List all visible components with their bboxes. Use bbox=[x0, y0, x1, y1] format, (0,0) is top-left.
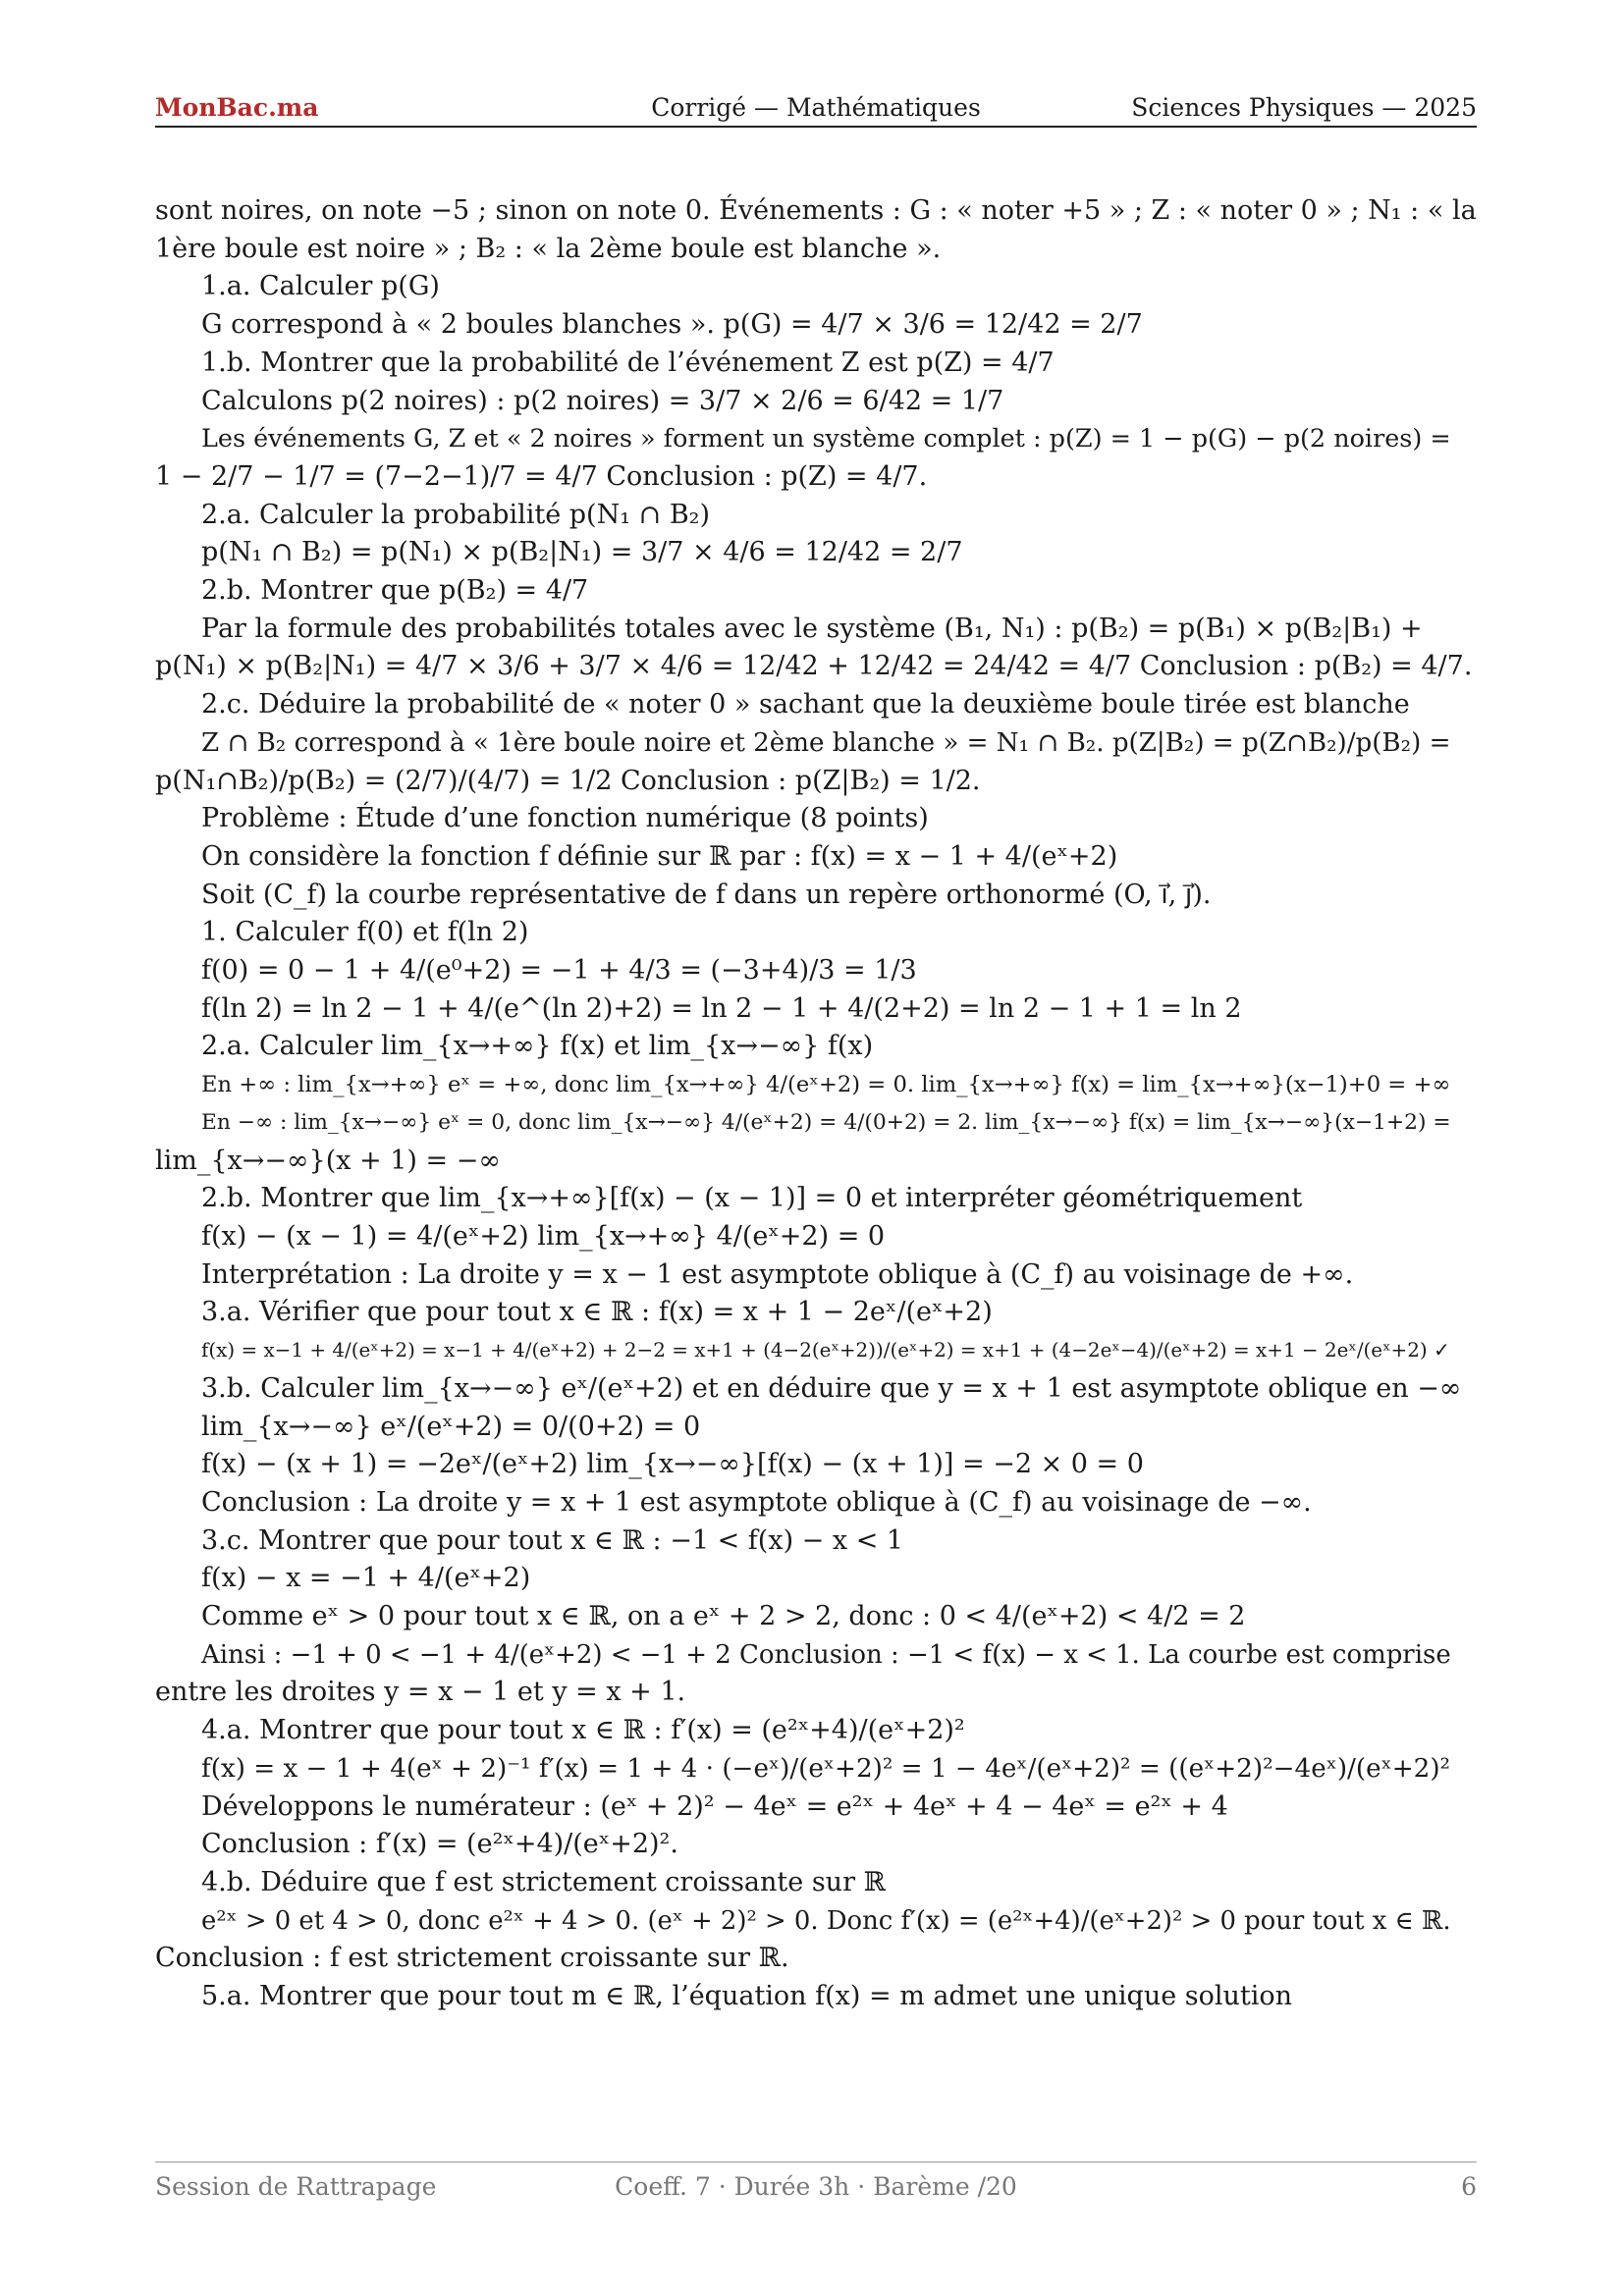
text-line: 3.b. Calculer lim_{x→−∞} eˣ/(eˣ+2) et en déduire que y = x + 1 est asymptote oblique en −∞ bbox=[201, 1372, 1462, 1404]
text-line: Z ∩ B₂ correspond à « 1ère boule noire et 2ème blanche » = N₁ ∩ B₂. p(Z|B₂) = p(Z∩B₂)/p(B₂) = bbox=[201, 727, 1451, 758]
text-line: f(ln 2) = ln 2 − 1 + 4/(e^(ln 2)+2) = ln 2 − 1 + 4/(2+2) = ln 2 − 1 + 1 = ln 2 bbox=[201, 992, 1242, 1024]
text-line: Conclusion : f′(x) = (e²ˣ+4)/(eˣ+2)². bbox=[201, 1829, 678, 1860]
text-line: 2.b. Montrer que p(B₂) = 4/7 bbox=[201, 575, 589, 607]
text-line: f(x) − x = −1 + 4/(eˣ+2) bbox=[201, 1563, 531, 1594]
text-line: Développons le numérateur : (eˣ + 2)² − 4eˣ = e²ˣ + 4eˣ + 4 − 4eˣ = e²ˣ + 4 bbox=[201, 1790, 1228, 1822]
footer-session: Session de Rattrapage bbox=[155, 2172, 437, 2201]
document-body bbox=[155, 192, 1477, 2016]
text-line: e²ˣ > 0 et 4 > 0, donc e²ˣ + 4 > 0. (eˣ + 2)² > 0. Donc f′(x) = (e²ˣ+4)/(eˣ+2)² > 0 pour tout x ∈ ℝ. bbox=[201, 1905, 1451, 1936]
text-line: Les événements G, Z et « 2 noires » forment un système complet : p(Z) = 1 − p(G) − p(2 noires) = bbox=[201, 424, 1451, 454]
text-line: 2.a. Calculer la probabilité p(N₁ ∩ B₂) bbox=[201, 499, 711, 530]
text-line: f(x) − (x − 1) = 4/(eˣ+2) lim_{x→+∞} 4/(eˣ+2) = 0 bbox=[201, 1220, 886, 1252]
text-line: f(x) = x − 1 + 4(eˣ + 2)⁻¹ f′(x) = 1 + 4 · (−eˣ)/(eˣ+2)² = 1 − 4eˣ/(eˣ+2)² = ((eˣ+2)²−4eˣ)/(eˣ+2)² bbox=[201, 1753, 1451, 1784]
text-line: En +∞ : lim_{x→+∞} eˣ = +∞, donc lim_{x→+∞} 4/(eˣ+2) = 0. lim_{x→+∞} f(x) = lim_{x→+∞}(x−1)+0 = +∞ bbox=[201, 1072, 1451, 1098]
text-line: Par la formule des probabilités totales avec le système (B₁, N₁) : p(B₂) = p(B₁) × p(B₂|B₁) + bbox=[201, 613, 1423, 644]
text-line: On considère la fonction f définie sur ℝ par : f(x) = x − 1 + 4/(eˣ+2) bbox=[201, 840, 1118, 872]
text-line: 1.a. Calculer p(G) bbox=[201, 271, 440, 302]
text-line: 1 − 2/7 − 1/7 = (7−2−1)/7 = 4/7 Conclusion : p(Z) = 4/7. bbox=[155, 460, 928, 492]
brand-logo[interactable]: MonBac.ma bbox=[155, 93, 319, 122]
text-line: G correspond à « 2 boules blanches ». p(G) = 4/7 × 3/6 = 12/42 = 2/7 bbox=[201, 309, 1143, 341]
text-line: f(x) − (x + 1) = −2eˣ/(eˣ+2) lim_{x→−∞}[f(x) − (x + 1)] = −2 × 0 = 0 bbox=[201, 1449, 1144, 1480]
text-line: Conclusion : f est strictement croissante sur ℝ. bbox=[155, 1943, 789, 1974]
text-line: Conclusion : La droite y = x + 1 est asymptote oblique à (C_f) au voisinage de −∞. bbox=[201, 1486, 1312, 1518]
footer-info: Coeff. 7 · Durée 3h · Barème /20 bbox=[615, 2172, 1017, 2201]
text-line: Soit (C_f) la courbe représentative de f dans un repère orthonormé (O, i⃗, j⃗). bbox=[201, 879, 1212, 910]
text-line: 5.a. Montrer que pour tout m ∈ ℝ, l’équation f(x) = m admet une unique solution bbox=[201, 1981, 1293, 2012]
text-line: f(0) = 0 − 1 + 4/(e⁰+2) = −1 + 4/3 = (−3+4)/3 = 1/3 bbox=[201, 955, 917, 987]
text-line: Interprétation : La droite y = x − 1 est asymptote oblique à (C_f) au voisinage de +∞. bbox=[201, 1258, 1354, 1290]
text-line: entre les droites y = x − 1 et y = x + 1. bbox=[155, 1677, 686, 1708]
page-header bbox=[155, 90, 1477, 128]
text-line: 1.b. Montrer que la probabilité de l’événement Z est p(Z) = 4/7 bbox=[201, 347, 1055, 378]
text-line: 4.a. Montrer que pour tout x ∈ ℝ : f′(x) = (e²ˣ+4)/(eˣ+2)² bbox=[201, 1715, 965, 1746]
text-line: p(N₁ ∩ B₂) = p(N₁) × p(B₂|N₁) = 3/7 × 4/6 = 12/42 = 2/7 bbox=[201, 537, 963, 568]
text-line: 1ère boule est noire » ; B₂ : « la 2ème boule est blanche ». bbox=[155, 233, 942, 264]
text-line: 4.b. Déduire que f est strictement croissante sur ℝ bbox=[201, 1866, 886, 1897]
page-footer bbox=[155, 2162, 1477, 2212]
text-line: Problème : Étude d’une fonction numérique (8 points) bbox=[201, 803, 929, 834]
text-line: p(N₁) × p(B₂|N₁) = 4/7 × 3/6 + 3/7 × 4/6 = 12/42 + 12/42 = 24/42 = 4/7 Conclusion : p(B₂) = 4/7. bbox=[155, 651, 1473, 682]
text-line: p(N₁∩B₂)/p(B₂) = (2/7)/(4/7) = 1/2 Conclusion : p(Z|B₂) = 1/2. bbox=[155, 765, 981, 796]
text-line: lim_{x→−∞} eˣ/(eˣ+2) = 0/(0+2) = 0 bbox=[201, 1411, 701, 1442]
text-line: Ainsi : −1 + 0 < −1 + 4/(eˣ+2) < −1 + 2 Conclusion : −1 < f(x) − x < 1. La courbe est comprise bbox=[201, 1639, 1451, 1670]
text-line: Calculons p(2 noires) : p(2 noires) = 3/7 × 2/6 = 6/42 = 1/7 bbox=[201, 385, 1004, 416]
text-line: 2.b. Montrer que lim_{x→+∞}[f(x) − (x − 1)] = 0 et interpréter géométriquement bbox=[201, 1183, 1303, 1214]
text-line: En −∞ : lim_{x→−∞} eˣ = 0, donc lim_{x→−∞} 4/(eˣ+2) = 4/(0+2) = 2. lim_{x→−∞} f(x) = lim_{x→−∞}(x−1+2) = bbox=[201, 1109, 1451, 1135]
text-line: 3.c. Montrer que pour tout x ∈ ℝ : −1 < f(x) − x < 1 bbox=[201, 1524, 904, 1556]
header-title: Corrigé — Mathématiques bbox=[651, 93, 981, 122]
text-line: 3.a. Vérifier que pour tout x ∈ ℝ : f(x) = x + 1 − 2eˣ/(eˣ+2) bbox=[201, 1297, 993, 1328]
text-line: 2.c. Déduire la probabilité de « noter 0 » sachant que la deuxième boule tirée est blanche bbox=[201, 689, 1410, 721]
text-line: f(x) = x−1 + 4/(eˣ+2) = x−1 + 4/(eˣ+2) + 2−2 = x+1 + (4−2(eˣ+2))/(eˣ+2) = x+1 + (4−2eˣ−4)/(eˣ+2) = x+1 − 2eˣ/(eˣ+2) ✓ bbox=[201, 1339, 1450, 1362]
text-line: 2.a. Calculer lim_{x→+∞} f(x) et lim_{x→−∞} f(x) bbox=[201, 1031, 874, 1062]
text-line: lim_{x→−∞}(x + 1) = −∞ bbox=[155, 1145, 501, 1176]
text-line: sont noires, on note −5 ; sinon on note 0. Événements : G : « noter +5 » ; Z : « noter 0 » ; N₁ : « la bbox=[155, 195, 1477, 226]
page-number: 6 bbox=[1461, 2172, 1477, 2201]
header-subject: Sciences Physiques — 2025 bbox=[1131, 93, 1477, 122]
text-line: 1. Calculer f(0) et f(ln 2) bbox=[201, 917, 529, 948]
text-line: Comme eˣ > 0 pour tout x ∈ ℝ, on a eˣ + 2 > 2, donc : 0 < 4/(eˣ+2) < 4/2 = 2 bbox=[201, 1601, 1246, 1632]
